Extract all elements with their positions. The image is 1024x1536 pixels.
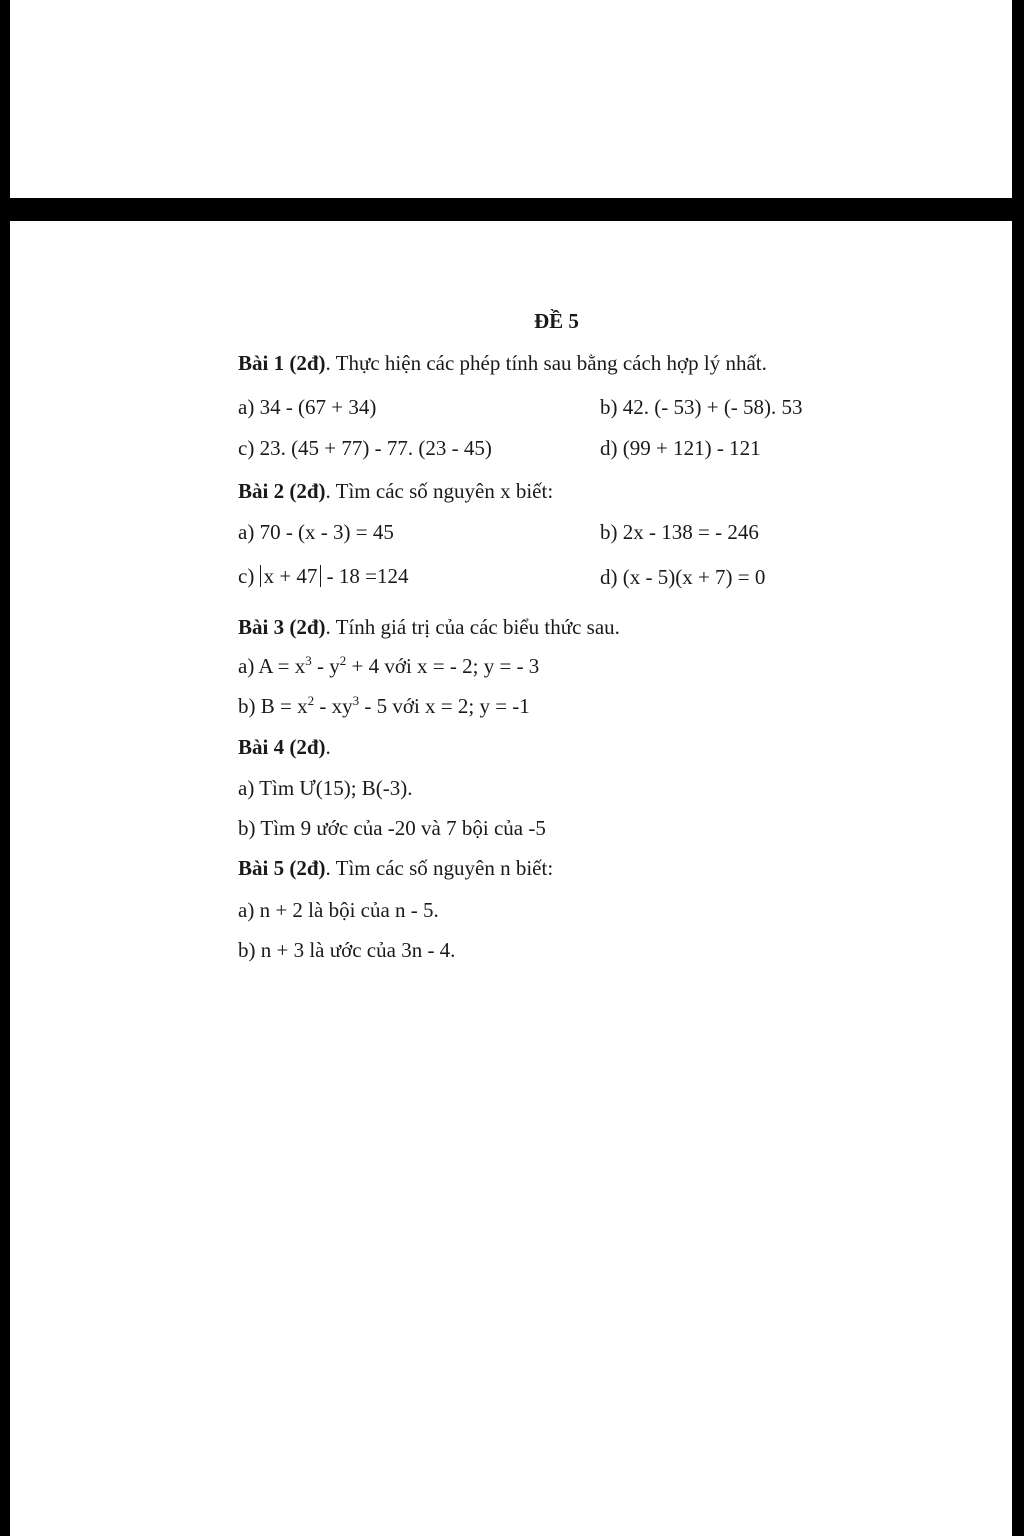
bai3-a-exp2: 2 xyxy=(339,653,347,668)
bai4-label: Bài 4 (2đ) xyxy=(238,735,326,759)
bai3-b-exp1: 2 xyxy=(307,693,315,708)
bai2-d: d) (x - 5)(x + 7) = 0 xyxy=(600,565,766,589)
bai3-text: . Tính giá trị của các biểu thức sau. xyxy=(325,615,620,639)
bai4-a: a) Tìm Ư(15); B(-3). xyxy=(238,776,413,800)
bai1-heading xyxy=(238,353,767,374)
bai5-a: a) n + 2 là bội của n - 5. xyxy=(238,898,439,922)
bai1-d: d) (99 + 121) - 121 xyxy=(600,436,761,460)
bai5-b: b) n + 3 là ước của 3n - 4. xyxy=(238,938,456,962)
bai3-a-part2: - y xyxy=(311,654,340,678)
bai3-label: Bài 3 (2đ) xyxy=(238,615,326,639)
bai2-c-prefix: c) xyxy=(238,564,260,588)
bai2-text: . Tìm các số nguyên x biết: xyxy=(325,479,554,503)
bai3-b xyxy=(238,693,530,718)
bai3-b-exp2: 3 xyxy=(352,693,360,708)
bai4-heading xyxy=(238,737,331,758)
bai2-c xyxy=(238,565,409,587)
bai2-a: a) 70 - (x - 3) = 45 xyxy=(238,520,394,544)
bai2-b: b) 2x - 138 = - 246 xyxy=(600,520,759,544)
bai3-a-part1: a) A = x xyxy=(238,654,306,678)
bai1-c: c) 23. (45 + 77) - 77. (23 - 45) xyxy=(238,436,492,460)
bai4-b: b) Tìm 9 ước của -20 và 7 bội của -5 xyxy=(238,816,546,840)
bai5-heading xyxy=(238,858,553,879)
bai3-b-part3: - 5 với x = 2; y = -1 xyxy=(359,694,530,718)
bai3-a-part3: + 4 với x = - 2; y = - 3 xyxy=(346,654,540,678)
bai3-b-part1: b) B = x xyxy=(238,694,308,718)
top-blank-area xyxy=(10,0,1012,198)
bai1-b: b) 42. (- 53) + (- 58). 53 xyxy=(600,395,803,419)
bai5-text: . Tìm các số nguyên n biết: xyxy=(325,856,554,880)
bai4-text: . xyxy=(325,735,331,759)
bai3-heading xyxy=(238,617,620,638)
page-title: ĐỀ 5 xyxy=(534,309,579,333)
bai1-label: Bài 1 (2đ) xyxy=(238,351,326,375)
exam-page xyxy=(10,221,1012,1536)
bai2-heading xyxy=(238,481,553,502)
bai5-label: Bài 5 (2đ) xyxy=(238,856,326,880)
bai2-c-rest: - 18 =124 xyxy=(321,564,409,588)
bai2-label: Bài 2 (2đ) xyxy=(238,479,326,503)
bai3-b-part2: - xy xyxy=(314,694,353,718)
bai2-c-absolute-value: x + 47 xyxy=(260,565,322,587)
bai3-a xyxy=(238,653,540,678)
bai1-text: . Thực hiện các phép tính sau bằng cách hợp lý nhất. xyxy=(325,351,767,375)
bai1-a: a) 34 - (67 + 34) xyxy=(238,395,377,419)
bai3-a-exp1: 3 xyxy=(305,653,312,668)
